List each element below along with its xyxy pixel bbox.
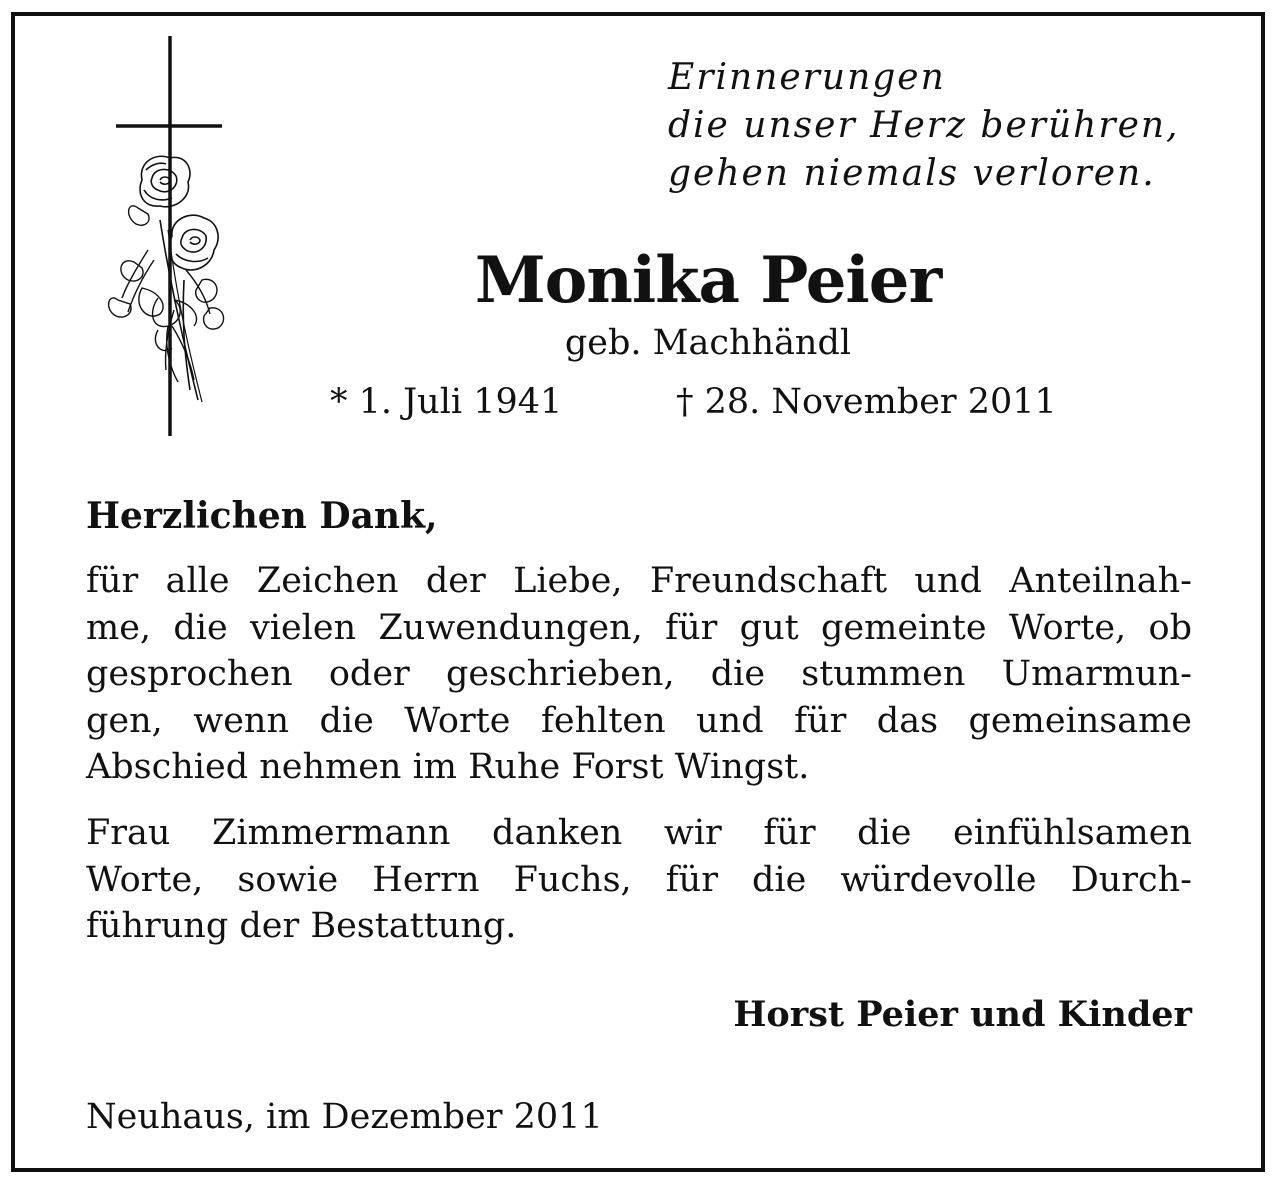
acknowledgement-paragraph — [86, 810, 1192, 950]
paragraph-line: Worte, sowie Herrn Fuchs, für die würdevolle Durch- — [86, 859, 1192, 900]
cross-with-roses-icon — [98, 30, 238, 440]
birth-date: * 1. Juli 1941 — [330, 382, 563, 422]
thanks-paragraph — [86, 558, 1192, 791]
motto-line: die unser Herz berühren, — [668, 105, 1180, 146]
place-and-date: Neuhaus, im Dezember 2011 — [86, 1097, 603, 1137]
motto-line: Erinnerungen — [668, 57, 946, 98]
family-signature: Horst Peier und Kinder — [733, 994, 1192, 1035]
paragraph-line: Frau Zimmermann danken wir für die einfühlsamen — [86, 813, 1192, 853]
maiden-name: geb. Machhändl — [564, 323, 852, 363]
death-date: † 28. November 2011 — [676, 382, 1057, 422]
memorial-motto — [668, 54, 1228, 198]
paragraph-line: me, die vielen Zuwendungen, für gut gemeinte Worte, ob — [86, 607, 1192, 648]
deceased-name: Monika Peier — [474, 243, 942, 318]
paragraph-line: für alle Zeichen der Liebe, Freundschaft und Anteilnah- — [86, 561, 1192, 601]
paragraph-line: gen, wenn die Worte fehlten und für das gemeinsame — [86, 700, 1192, 741]
paragraph-line: führung der Bestattung. — [86, 906, 517, 946]
paragraph-line: gesprochen oder geschrieben, die stummen Umarmun- — [86, 654, 1192, 694]
motto-line: gehen niemals verloren. — [668, 153, 1156, 194]
paragraph-line: Abschied nehmen im Ruhe Forst Wingst. — [86, 747, 810, 787]
thanks-heading: Herzlichen Dank, — [86, 495, 438, 537]
